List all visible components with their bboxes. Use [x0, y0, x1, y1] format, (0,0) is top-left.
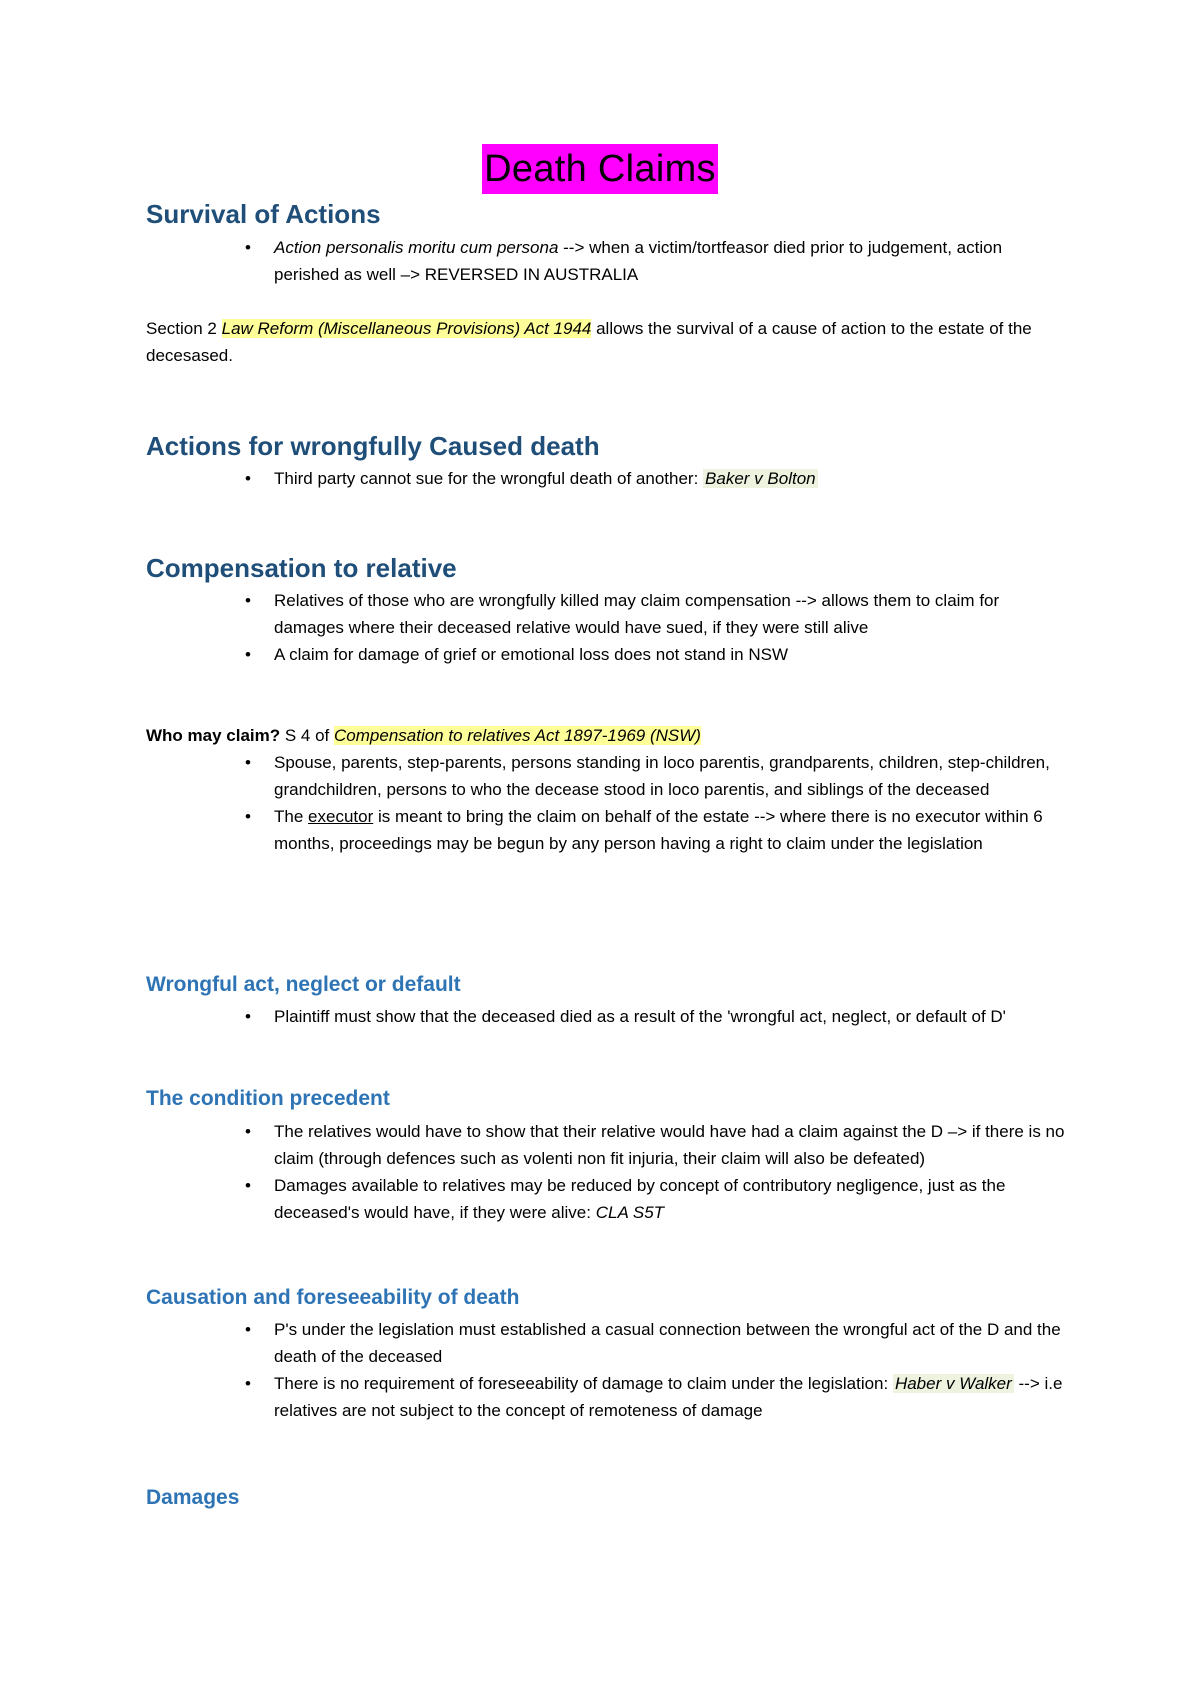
- bullet-text: is meant to bring the claim on behalf of the estate --> where there is no executor within 6 months, proceedings may be begun by any person having a right to claim under the legislation: [274, 807, 1043, 853]
- bullet-icon: •: [245, 1374, 251, 1393]
- para-text: Section 2: [146, 319, 222, 338]
- bullet-icon: •: [245, 807, 251, 826]
- condition-precedent-bullets: [0, 1118, 1200, 1226]
- statute-reference-cla: CLA S5T: [595, 1203, 665, 1222]
- heading-wrongfully-caused-death: Actions for wrongfully Caused death: [146, 431, 600, 461]
- heading-wrongful-act: Wrongful act, neglect or default: [146, 973, 461, 996]
- bullet-text: Damages available to relatives may be reduced by concept of contributory negligence, just as the deceased's would have, if they were alive:: [274, 1176, 1006, 1222]
- list-item: [0, 803, 1200, 857]
- bullet-text: --> when a victim/tortfeasor died prior to judgement, action perished as well –> REVERSED IN AUSTRALIA: [274, 238, 1003, 284]
- list-item: [0, 641, 1200, 668]
- bullet-text: A claim for damage of grief or emotional loss does not stand in NSW: [274, 645, 789, 664]
- bullet-icon: •: [245, 1122, 251, 1141]
- bullet-icon: •: [245, 591, 251, 610]
- heading-compensation-to-relative: Compensation to relative: [146, 553, 457, 583]
- section-2-paragraph: [146, 315, 1066, 369]
- bullet-text: Third party cannot sue for the wrongful death of another:: [274, 469, 704, 488]
- heading-causation-foreseeability: Causation and foreseeability of death: [146, 1286, 520, 1309]
- bullet-icon: •: [245, 1007, 251, 1026]
- list-item: [0, 587, 1200, 641]
- list-item: [0, 1370, 1200, 1424]
- act-reference-law-reform: Law Reform (Miscellaneous Provisions) Act 1944: [221, 319, 592, 338]
- bullet-icon: •: [245, 469, 251, 488]
- who-may-claim-label: Who may claim?: [146, 726, 281, 745]
- bullet-text: The relatives would have to show that their relative would have had a claim against the D –> if there is no claim (through defences such as volenti non fit injuria, their claim will also be defeated): [274, 1122, 1065, 1168]
- list-item: [0, 1118, 1200, 1172]
- wrongful-act-bullets: [0, 1003, 1200, 1030]
- bullet-text: Spouse, parents, step-parents, persons standing in loco parentis, grandparents, children, step-children, grandchildren, persons to who the decease stood in loco parentis, and siblings of the deceased: [274, 753, 1050, 799]
- heading-condition-precedent: The condition precedent: [146, 1087, 390, 1110]
- survival-bullets: [0, 234, 1200, 288]
- causation-bullets: [0, 1316, 1200, 1424]
- bullet-icon: •: [245, 753, 251, 772]
- case-reference-haber-v-walker: Haber v Walker: [894, 1374, 1012, 1393]
- who-may-claim-paragraph: [146, 722, 1066, 749]
- bullet-icon: •: [245, 645, 251, 664]
- bullet-text: Plaintiff must show that the deceased died as a result of the 'wrongful act, neglect, or default of D': [274, 1007, 1006, 1026]
- list-item: [0, 1316, 1200, 1370]
- para-text: allows the survival of a cause of action to the estate of the decesased.: [146, 319, 1032, 365]
- list-item: [0, 1172, 1200, 1226]
- bullet-text: P's under the legislation must established a casual connection between the wrongful act of the D and the death of the deceased: [274, 1320, 1061, 1366]
- act-reference-compensation: Compensation to relatives Act 1897-1969 (NSW): [334, 726, 701, 745]
- case-reference-baker-v-bolton: Baker v Bolton: [705, 469, 816, 488]
- heading-damages: Damages: [146, 1486, 240, 1509]
- heading-survival-of-actions: Survival of Actions: [146, 199, 381, 229]
- list-item: [0, 465, 1200, 492]
- bullet-text: The: [274, 807, 309, 826]
- bullet-text: There is no requirement of foreseeability of damage to claim under the legislation:: [274, 1374, 893, 1393]
- who-may-claim-bullets: [0, 749, 1200, 857]
- wrongful-death-bullets: [0, 465, 1200, 492]
- list-item: [0, 749, 1200, 803]
- para-text: S 4 of: [280, 726, 335, 745]
- bullet-text: --> i.e relatives are not subject to the concept of remoteness of damage: [274, 1374, 1063, 1420]
- title-container: [0, 144, 1200, 194]
- bullet-text: Relatives of those who are wrongfully killed may claim compensation --> allows them to claim for damages where their deceased relative would have sued, if they were still alive: [274, 591, 1000, 637]
- bullet-icon: •: [245, 1176, 251, 1195]
- bullet-icon: •: [245, 1320, 251, 1339]
- document-title: Death Claims: [482, 144, 718, 194]
- executor-term: executor: [308, 807, 374, 826]
- list-item: [0, 1003, 1200, 1030]
- latin-maxim: Action personalis moritu cum persona: [274, 238, 559, 257]
- list-item: [0, 234, 1200, 288]
- compensation-bullets: [0, 587, 1200, 668]
- bullet-icon: •: [245, 238, 251, 257]
